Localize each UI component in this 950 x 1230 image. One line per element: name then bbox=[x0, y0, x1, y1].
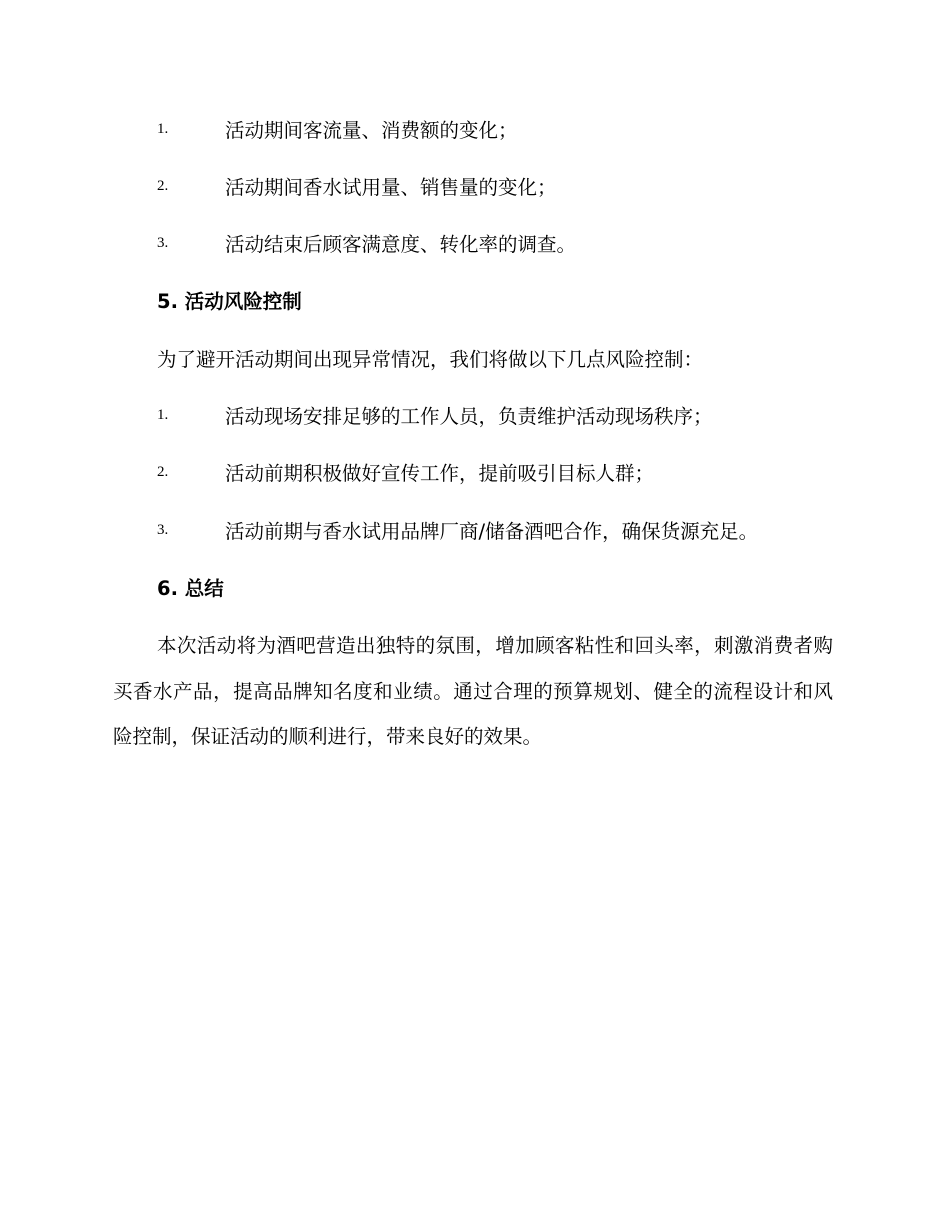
section-heading-risk-control: 5. 活动风险控制 bbox=[157, 290, 302, 313]
list-item bbox=[157, 171, 557, 201]
list-text: 活动期间香水试用量、销售量的变化； bbox=[225, 176, 557, 199]
list-text: 活动前期积极做好宣传工作，提前吸引目标人群； bbox=[225, 462, 655, 485]
list-item bbox=[157, 457, 654, 487]
list-number: 3. bbox=[157, 521, 169, 538]
risk-control-intro: 为了避开活动期间出现异常情况，我们将做以下几点风险控制： bbox=[157, 348, 704, 371]
list-text: 活动期间客流量、消费额的变化； bbox=[225, 119, 518, 142]
list-item bbox=[157, 400, 713, 430]
list-item bbox=[157, 228, 576, 258]
summary-paragraph-container bbox=[113, 623, 833, 760]
list-item bbox=[157, 515, 758, 545]
section-heading-summary: 6. 总结 bbox=[157, 577, 224, 600]
list-text: 活动前期与香水试用品牌厂商/储备酒吧合作，确保货源充足。 bbox=[225, 520, 759, 543]
summary-paragraph: 本次活动将为酒吧营造出独特的氛围，增加顾客粘性和回头率，刺激消费者购买香水产品，提高品牌知名度和业绩。通过合理的预算规划、健全的流程设计和风险控制，保证活动的顺利进行，带来良好的效果。 bbox=[113, 634, 833, 748]
list-number: 3. bbox=[157, 234, 169, 251]
list-number: 1. bbox=[157, 406, 169, 423]
list-number: 2. bbox=[157, 177, 169, 194]
list-number: 2. bbox=[157, 463, 169, 480]
list-text: 活动现场安排足够的工作人员，负责维护活动现场秩序； bbox=[225, 405, 713, 428]
list-number: 1. bbox=[157, 120, 169, 137]
list-text: 活动结束后顾客满意度、转化率的调查。 bbox=[225, 233, 577, 256]
list-item bbox=[157, 114, 518, 144]
